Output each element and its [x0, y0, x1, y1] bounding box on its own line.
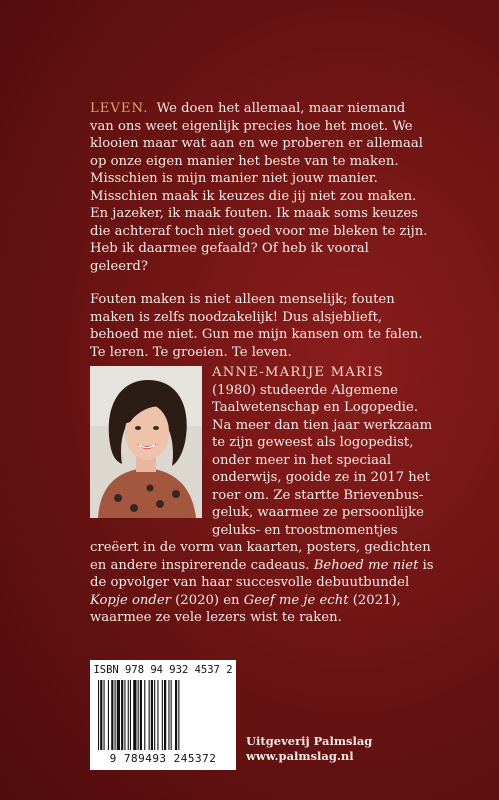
isbn-barcode — [90, 660, 236, 770]
blurb-paragraph-2: Fouten maken is niet alleen menselijk; fouten maken is zelfs noodzakelijk! Dus alsjeblieft, behoed me niet. Gun me mijn kansen om te falen. Te leren. Te groeien. Te leven. — [90, 292, 423, 360]
barcode-bar — [157, 680, 158, 750]
barcode-bar — [124, 680, 125, 750]
barcode-bars — [96, 680, 230, 752]
barcode-bar — [164, 680, 166, 750]
barcode-digits: 9 789493 245372 — [109, 752, 217, 765]
barcode-bar — [168, 680, 169, 750]
barcode-bar — [138, 680, 139, 750]
barcode-bar — [128, 680, 129, 750]
book-title-geef-me-je-echt: Geef me je echt — [243, 592, 349, 608]
barcode-bar — [115, 680, 116, 750]
barcode-bar — [154, 680, 155, 750]
barcode-bar — [98, 680, 99, 750]
barcode-bar — [100, 680, 102, 750]
publisher-website: www.palmslag.nl — [246, 749, 354, 763]
book-title-kopje-onder: Kopje onder — [90, 592, 171, 608]
barcode-bar — [178, 680, 179, 750]
author-bio — [90, 364, 435, 627]
barcode-bar — [151, 680, 153, 750]
barcode-bar — [133, 680, 136, 750]
isbn-label: ISBN 978 94 932 4537 2 — [93, 664, 233, 676]
barcode-bar — [149, 680, 150, 750]
blurb-lead-word: LEVEN. — [90, 101, 149, 116]
publisher-info — [246, 734, 372, 764]
barcode-bar — [121, 680, 123, 750]
barcode-bar — [104, 680, 105, 750]
publisher-name: Uitgeverij Palmslag — [246, 734, 373, 748]
blurb — [90, 100, 430, 377]
barcode-bar — [144, 680, 145, 750]
author-bio-text-4: (2021), waarmee ze vele lezers wist te raken. — [90, 592, 401, 625]
author-bio-text-2: is de opvolger van haar succesvolle debuutbundel — [90, 557, 434, 590]
book-title-behoed-me-niet: Behoed me niet — [313, 557, 419, 573]
author-bio-text-1: (1980) studeerde Algemene Taalwetenschap en Logopedie. Na meer dan tien jaar werkzaam te zijn geweest als logopedist, onder meer in het speciaal onderwijs, gooide ze in 2017 het roer om. Ze startte Brievenbus-geluk, waarmee ze persoonlijke geluks- en troostmomentjes creëert in de vorm van kaarten, posters, gedichten en andere inspirerende cadeaus. — [90, 382, 433, 573]
barcode-bar — [111, 680, 113, 750]
blurb-paragraph-1 — [90, 100, 430, 275]
barcode-bar — [108, 680, 109, 750]
barcode-bar — [175, 680, 177, 750]
barcode-bar — [140, 680, 142, 750]
blurb-text-1: We doen het allemaal, maar niemand van ons weet eigenlijk precies hoe het moet. We klooien maar wat aan en we proberen er allemaal op onze eigen manier het beste van te maken. Misschien is mijn manier niet jouw manier. Misschien maak ik keuzes die jij niet zou maken. En jazeker, ik maak fouten. Ik maak soms keuzes die achteraf toch niet goed voor me bleken te zijn. Heb ik daarmee gefaald? Of heb ik vooral geleerd? — [90, 101, 428, 274]
author-name: ANNE-MARIJE MARIS — [212, 365, 384, 380]
barcode-bar — [171, 680, 172, 750]
barcode-bar — [130, 680, 131, 750]
barcode-bar — [117, 680, 120, 750]
author-bio-text-3: (2020) en — [175, 592, 240, 608]
barcode-bar — [162, 680, 163, 750]
